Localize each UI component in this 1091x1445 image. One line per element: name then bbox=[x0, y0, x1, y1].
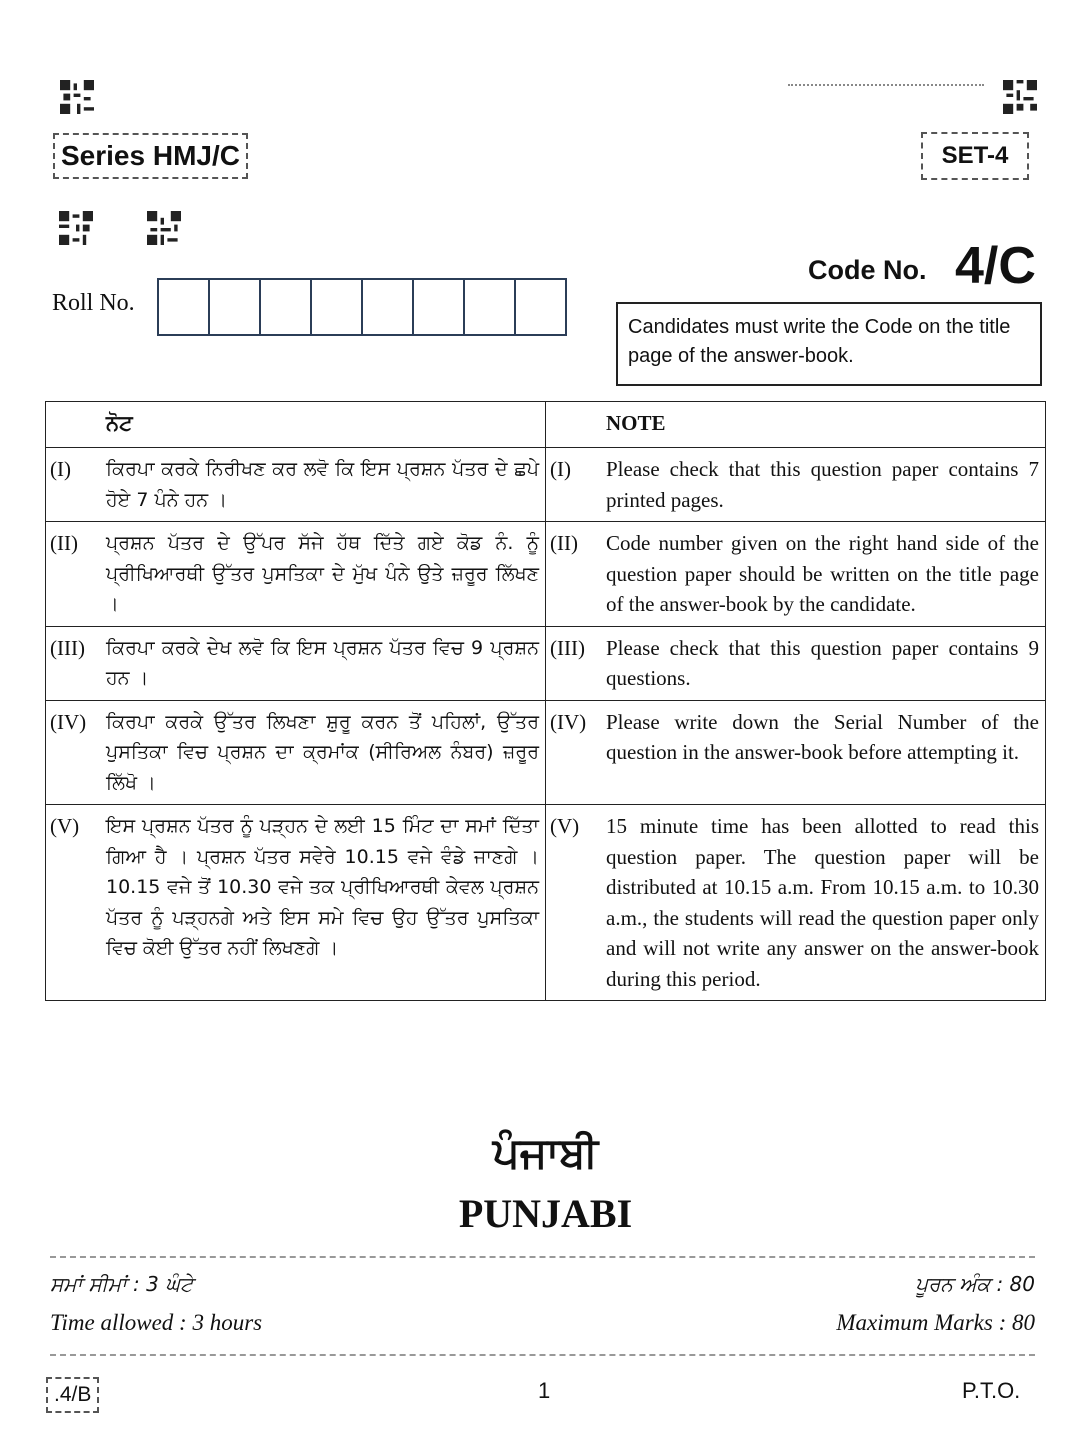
note-text-pa: ਕਿਰਪਾ ਕਰਕੇ ਨਿਰੀਖਣ ਕਰ ਲਵੋ ਕਿ ਇਸ ਪ੍ਰਸ਼ਨ ਪੱਤਰ ਦੇ ਛਪੇ ਹੋਏ 7 ਪੰਨੇ ਹਨ । bbox=[106, 458, 539, 511]
note-text-en: Please check that this question paper contains 9 questions. bbox=[606, 635, 1039, 690]
table-row bbox=[46, 700, 1046, 805]
item-number: (V) bbox=[50, 814, 80, 838]
item-number: (III) bbox=[50, 635, 85, 660]
note-text-pa: ਕਿਰਪਾ ਕਰਕੇ ਉੱਤਰ ਲਿਖਣਾ ਸ਼ੁਰੂ ਕਰਨ ਤੋਂ ਪਹਿਲਾਂ, ਉੱਤਰ ਪੁਸਤਿਕਾ ਵਿਚ ਪ੍ਰਸ਼ਨ ਦਾ ਕ੍ਰਮਾਂਕ (ਸੀਰਿਅਲ ਨੰਬਰ) ਜ਼ਰੂਰ ਲਿੱਖੋ । bbox=[106, 710, 539, 794]
code-label: Code No. bbox=[808, 255, 927, 285]
roll-no-box[interactable] bbox=[159, 280, 210, 334]
note-heading-pa: ਨੋਟ bbox=[106, 411, 133, 435]
roll-no-box[interactable] bbox=[414, 280, 465, 334]
time-allowed-pa: ਸਮਾਂ ਸੀਮਾਂ : 3 ਘੰਟੇ bbox=[50, 1272, 193, 1296]
note-text-en: Please write down the Serial Number of the question in the answer-book before attempting it. bbox=[606, 709, 1039, 764]
divider bbox=[50, 1256, 1035, 1258]
table-row bbox=[46, 626, 1046, 700]
series-label: Series HMJ/C bbox=[53, 133, 248, 179]
item-number: (IV) bbox=[550, 709, 587, 734]
table-row bbox=[46, 522, 1046, 627]
max-marks-pa: ਪੂਰਨ ਅੰਕ : 80 bbox=[915, 1272, 1035, 1296]
roll-no-boxes[interactable] bbox=[157, 278, 567, 336]
page-number: 1 bbox=[538, 1378, 551, 1403]
note-text-pa: ਇਸ ਪ੍ਰਸ਼ਨ ਪੱਤਰ ਨੂੰ ਪੜ੍ਹਨ ਦੇ ਲਈ 15 ਮਿੰਟ ਦਾ ਸਮਾਂ ਦਿੱਤਾ ਗਿਆ ਹੈ । ਪ੍ਰਸ਼ਨ ਪੱਤਰ ਸਵੇਰੇ 10.15 ਵਜੇ ਵੰਡੇ ਜਾਣਗੇ । 10.15 ਵਜੇ ਤੋਂ 10.30 ਵਜੇ ਤਕ ਪ੍ਰੀਖਿਆਰਥੀ ਕੇਵਲ ਪ੍ਰਸ਼ਨ ਪੱਤਰ ਨੂੰ ਪੜ੍ਹਨਗੇ ਅਤੇ ਇਸ ਸਮੇ ਵਿਚ ਉਹ ਉੱਤਰ ਪੁਸਤਿਕਾ ਵਿਚ ਕੋਈ ਉੱਤਰ ਨਹੀਂ ਲਿਖਣਗੇ । bbox=[106, 815, 539, 959]
item-number: (II) bbox=[550, 531, 578, 555]
note-text-en: Please check that this question paper contains 7 printed pages. bbox=[606, 457, 1039, 512]
roll-no-box[interactable] bbox=[516, 280, 565, 334]
note-text-en: 15 minute time has been allotted to read this question paper. The question paper will be distributed at 10.15 a.m. From 10.15 a.m. to 10.30 a.m., the students will read the question paper only and will not write any answer on the answer-book during this period. bbox=[606, 814, 1039, 991]
set-label: SET-4 bbox=[921, 132, 1029, 180]
max-marks-en: Maximum Marks : 80 bbox=[836, 1310, 1035, 1335]
item-number: (I) bbox=[50, 457, 71, 481]
table-row bbox=[46, 805, 1046, 1001]
table-header-row bbox=[46, 402, 1046, 448]
divider bbox=[50, 1354, 1035, 1356]
qr-code-icon bbox=[59, 211, 93, 245]
table-row bbox=[46, 448, 1046, 522]
serial-number-line bbox=[788, 84, 984, 86]
item-number: (I) bbox=[550, 457, 571, 481]
note-text-en: Code number given on the right hand side of the question paper should be written on the title page of the answer-book by the candidate. bbox=[606, 531, 1039, 616]
qr-code-icon bbox=[1003, 80, 1037, 114]
item-number: (IV) bbox=[50, 709, 87, 734]
item-number: (V) bbox=[550, 814, 580, 838]
footer-code: .4/B bbox=[46, 1377, 99, 1413]
subject-title-english: PUNJABI bbox=[458, 1191, 633, 1236]
code-instruction: Candidates must write the Code on the title page of the answer-book. bbox=[616, 302, 1042, 386]
instructions-table bbox=[45, 401, 1046, 1001]
note-text-pa: ਪ੍ਰਸ਼ਨ ਪੱਤਰ ਦੇ ਉੱਪਰ ਸੱਜੇ ਹੱਥ ਦਿੱਤੇ ਗਏ ਕੋਡ ਨੰ. ਨੂੰ ਪ੍ਰੀਖਿਆਰਥੀ ਉੱਤਰ ਪੁਸਤਿਕਾ ਦੇ ਮੁੱਖ ਪੰਨੇ ਉਤੇ ਜ਼ਰੂਰ ਲਿੱਖਣ । bbox=[106, 532, 539, 615]
note-heading-en: NOTE bbox=[606, 411, 666, 435]
roll-no-box[interactable] bbox=[312, 280, 363, 334]
roll-no-label: Roll No. bbox=[52, 290, 135, 316]
note-text-pa: ਕਿਰਪਾ ਕਰਕੇ ਦੇਖ ਲਵੋ ਕਿ ਇਸ ਪ੍ਰਸ਼ਨ ਪੱਤਰ ਵਿਚ 9 ਪ੍ਰਸ਼ਨ ਹਨ । bbox=[106, 636, 539, 689]
roll-no-box[interactable] bbox=[261, 280, 312, 334]
subject-title-punjabi: ਪੰਜਾਬੀ bbox=[492, 1128, 599, 1177]
item-number: (II) bbox=[50, 531, 78, 555]
qr-code-icon bbox=[60, 80, 94, 114]
item-number: (III) bbox=[550, 635, 585, 660]
roll-no-box[interactable] bbox=[210, 280, 261, 334]
pto-label: P.T.O. bbox=[962, 1378, 1021, 1403]
code-value: 4/C bbox=[955, 237, 1036, 295]
qr-code-icon bbox=[147, 211, 181, 245]
time-allowed-en: Time allowed : 3 hours bbox=[50, 1310, 263, 1335]
roll-no-box[interactable] bbox=[363, 280, 414, 334]
roll-no-box[interactable] bbox=[465, 280, 516, 334]
